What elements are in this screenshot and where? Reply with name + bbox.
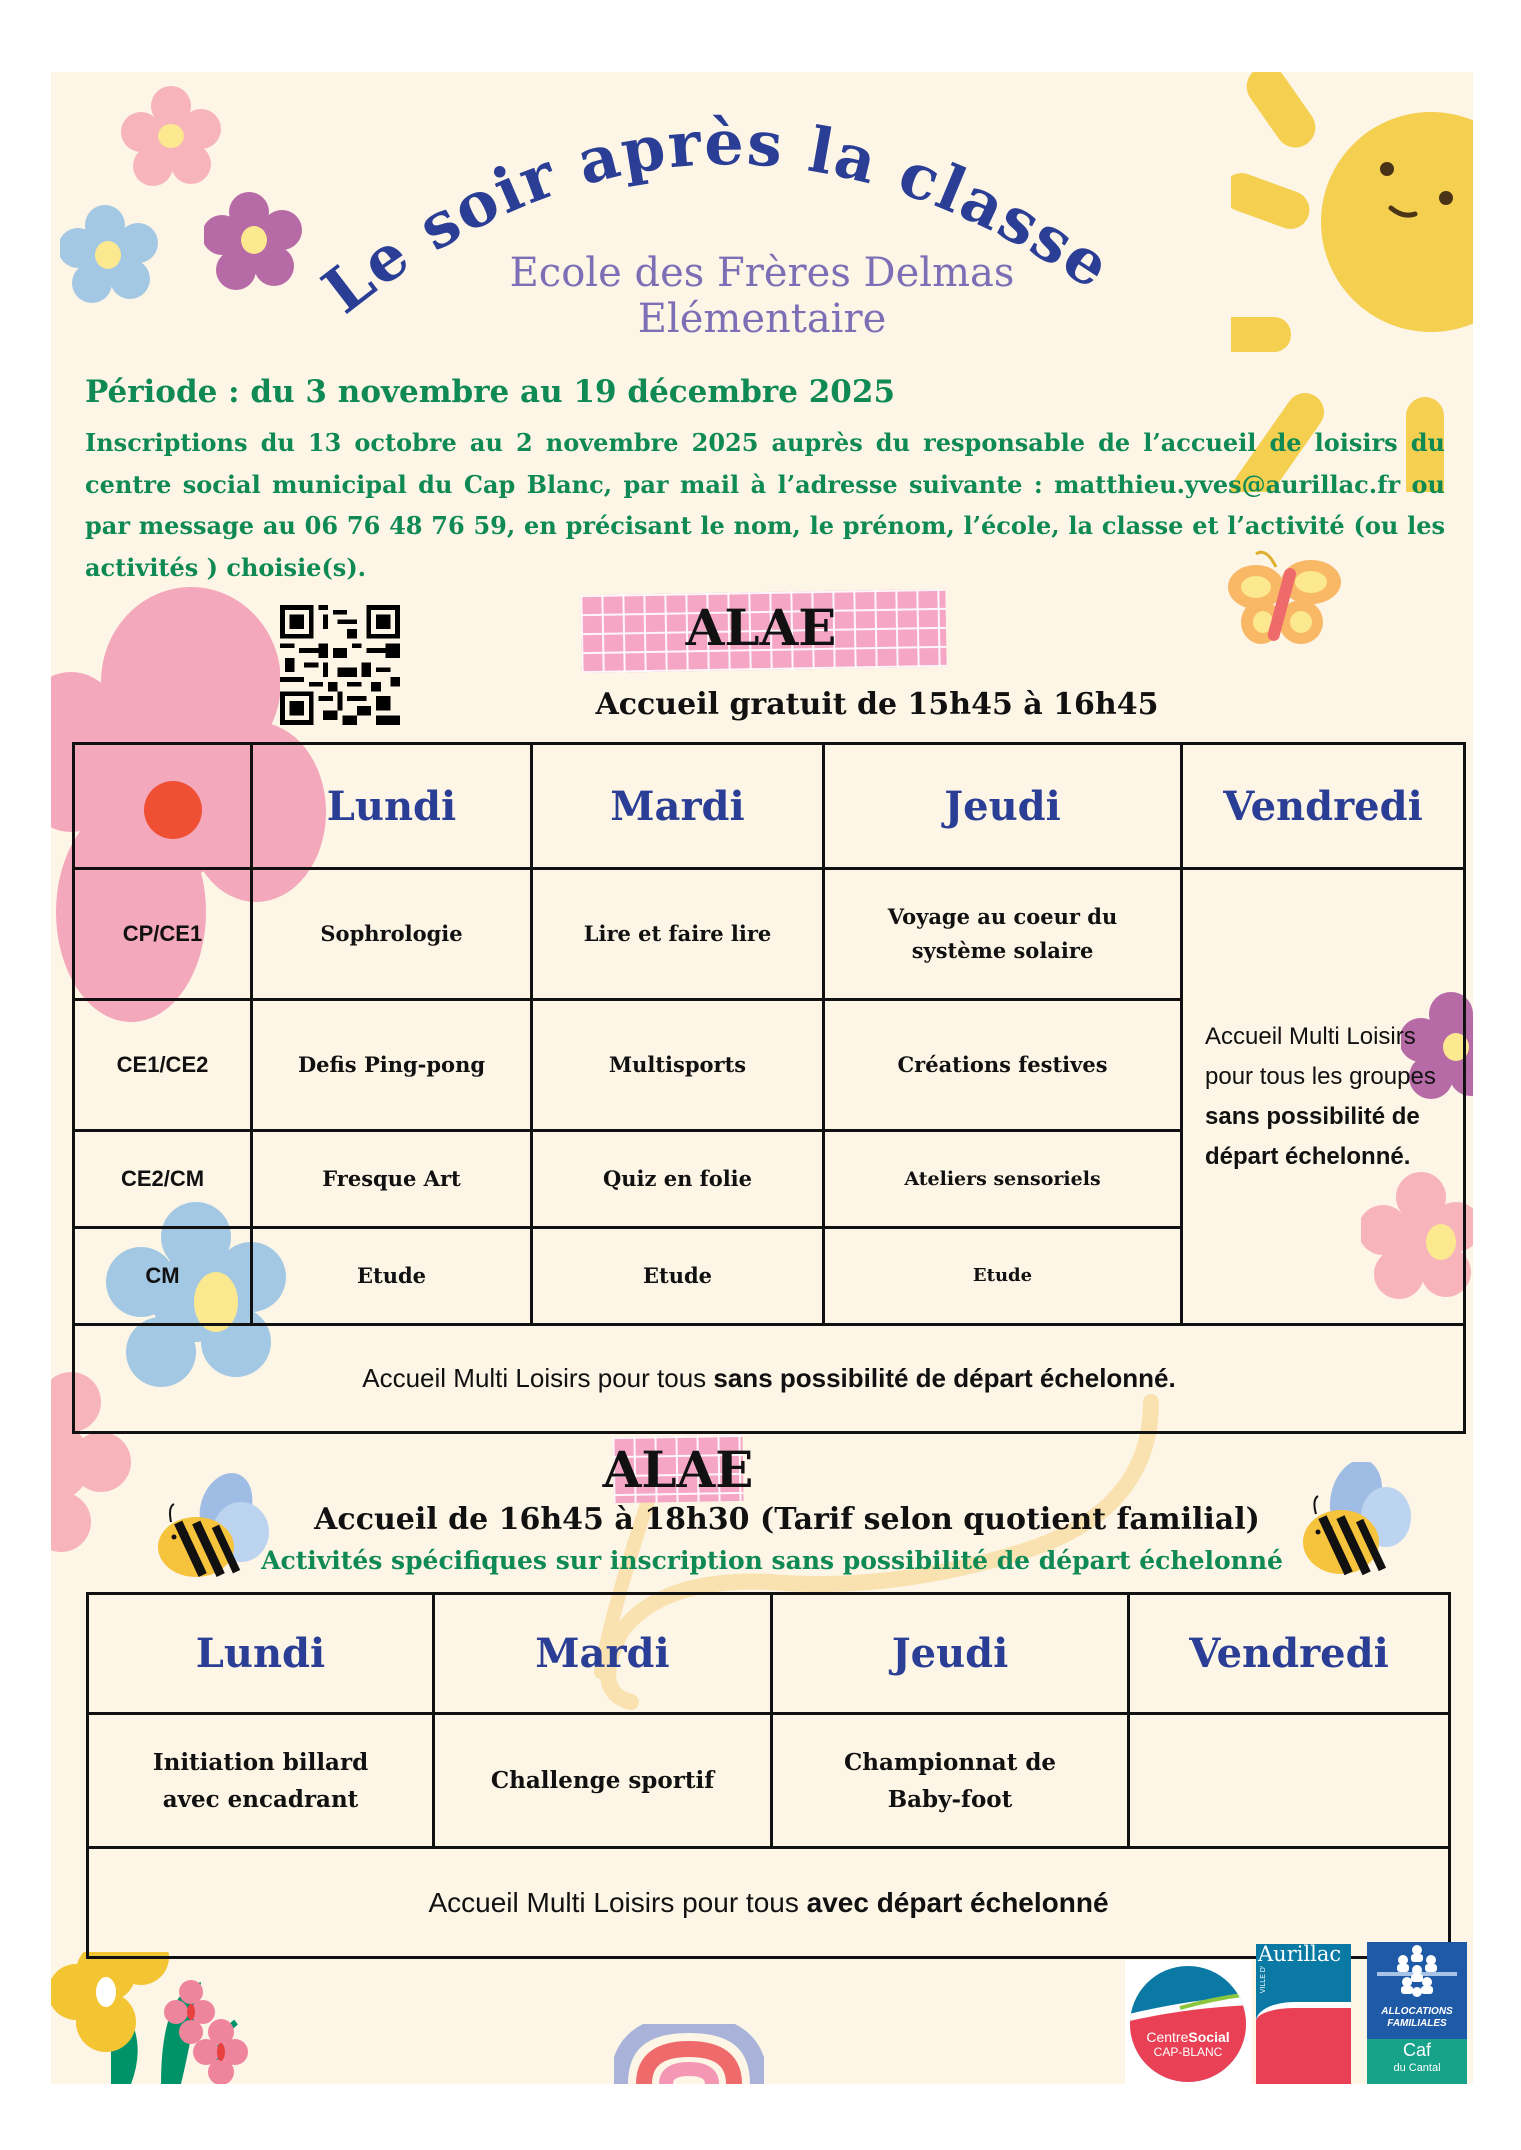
vendredi-note-regular: Accueil Multi Loisirs pour tous les groupes: [1205, 1022, 1436, 1090]
school-name: Ecole des Frères Delmas: [509, 250, 1015, 296]
session2-footer-regular: Accueil Multi Loisirs pour tous: [428, 1886, 807, 1918]
table-row: [74, 869, 1465, 1000]
vendredi-note-bold: sans possibilité de départ échelonné.: [1205, 1102, 1420, 1170]
session2-label: ALAE: [602, 1440, 754, 1499]
activity-cell: Defis Ping-pong: [297, 1052, 486, 1077]
caf-bottom: [1367, 2039, 1467, 2084]
group-label: CE1/CE2: [116, 1052, 209, 1077]
logo-text: Caf: [1402, 2040, 1431, 2060]
corner-cell: [74, 744, 252, 869]
session2-footer-bold: avec départ échelonné: [806, 1886, 1109, 1918]
day-mardi: Mardi: [610, 782, 745, 830]
activity-cell: Challenge sportif: [490, 1766, 715, 1794]
svg-text:CentreSocial: [1146, 2029, 1229, 2045]
caf-top: [1367, 1942, 1467, 2039]
logo-text: Centre: [1146, 2029, 1189, 2045]
vendredi-note: [1182, 869, 1465, 1325]
activity-cell: Initiation billard avec encadrant: [152, 1748, 369, 1813]
day-jeudi: Jeudi: [944, 782, 1061, 830]
day-vendredi: Vendredi: [1223, 782, 1423, 830]
logo-text: ALLOCATIONS: [1381, 2006, 1453, 2017]
period-text: Période : du 3 novembre au 19 décembre 2025: [85, 374, 896, 410]
activity-cell: Ateliers sensoriels: [904, 1168, 1101, 1190]
day-header: [824, 744, 1182, 869]
day-header: [434, 1594, 772, 1714]
day-mardi: Mardi: [535, 1630, 670, 1677]
day-vendredi: Vendredi: [1189, 1630, 1389, 1677]
logo-text: Aurillac: [1258, 1944, 1342, 1966]
activity-cell: Voyage au coeur du système solaire: [887, 904, 1118, 963]
group-label: CM: [145, 1263, 180, 1288]
day-header: [532, 744, 824, 869]
session2-note: Activités spécifiques sur inscription sans possibilité de départ échelonné: [261, 1546, 1283, 1575]
activity-cell: Etude: [642, 1263, 713, 1288]
session2-caption: Accueil de 16h45 à 18h30 (Tarif selon quotient familial): [314, 1502, 1260, 1537]
day-header: [1182, 744, 1465, 869]
activity-cell: Fresque Art: [322, 1166, 461, 1191]
session1-header-row: [74, 744, 1465, 869]
activity-cell: Multisports: [608, 1052, 747, 1077]
session1-caption: Accueil gratuit de 15h45 à 16h45: [595, 687, 1159, 722]
day-header: [772, 1594, 1129, 1714]
group-label: CE2/CM: [120, 1166, 205, 1191]
aurillac-band: [1256, 2002, 1351, 2084]
logo-caf: [1367, 1942, 1467, 2084]
logo-centre-social: [1125, 1960, 1252, 2084]
day-lundi: Lundi: [326, 782, 457, 830]
day-header: [252, 744, 532, 869]
session1-footer-row: [74, 1325, 1465, 1433]
poster: [51, 72, 1473, 2084]
logo-text: Social: [1188, 2029, 1230, 2045]
session1-footer-regular: Accueil Multi Loisirs pour tous: [362, 1363, 714, 1393]
group-label: CP/CE1: [122, 921, 203, 946]
activity-cell: Championnat de Baby-foot: [843, 1748, 1057, 1813]
logo-text: CAP-BLANC: [1153, 2045, 1223, 2059]
centre-social-logo-icon: [1125, 1960, 1252, 2084]
school-level: Elémentaire: [637, 296, 887, 342]
day-jeudi: Jeudi: [891, 1630, 1009, 1677]
session1-table: [72, 742, 1466, 1434]
page-title-text: Le soir après la classe: [309, 106, 1125, 328]
flowers-bottom-icon: [51, 1952, 351, 2084]
logo-text: du Cantal: [1393, 2062, 1441, 2074]
caf-family-icon: [1367, 1942, 1467, 2002]
activity-cell: Quiz en folie: [602, 1166, 753, 1191]
day-header: [1129, 1594, 1450, 1714]
session1-footer-bold: sans possibilité de départ échelonné.: [713, 1363, 1176, 1393]
table-row: [88, 1714, 1450, 1848]
activity-cell: Sophrologie: [320, 921, 463, 946]
session2-table: [86, 1592, 1451, 1959]
inscription-text: Inscriptions du 13 octobre au 2 novembre 2025 auprès du responsable de l’accueil de loisirs du centre social municipal du Cap Blanc, par mail à l’adresse suivante : matthieu.yves@aurillac.fr ou par message au 06 76 48 76 59, en précisant le nom, le prénom, l’école, la classe et l’activité (ou les activités ) choisie(s).: [85, 428, 1445, 582]
activity-cell: Lire et faire lire: [583, 921, 772, 946]
logo-aurillac: [1256, 1944, 1351, 2084]
activity-cell: Créations festives: [897, 1052, 1108, 1077]
day-header: [88, 1594, 434, 1714]
session1-footer: [74, 1325, 1465, 1433]
session1-label: ALAE: [685, 598, 837, 657]
activity-cell: Etude: [356, 1263, 427, 1288]
day-lundi: Lundi: [195, 1630, 326, 1677]
session2-footer: [88, 1848, 1450, 1958]
activity-cell: Etude: [972, 1265, 1033, 1286]
session2-footer-row: [88, 1848, 1450, 1958]
logo-text: VILLE D': [1260, 1965, 1268, 1994]
rainbow-icon: [614, 2024, 764, 2084]
session2-header-row: [88, 1594, 1450, 1714]
logo-text: FAMILIALES: [1387, 2018, 1447, 2029]
